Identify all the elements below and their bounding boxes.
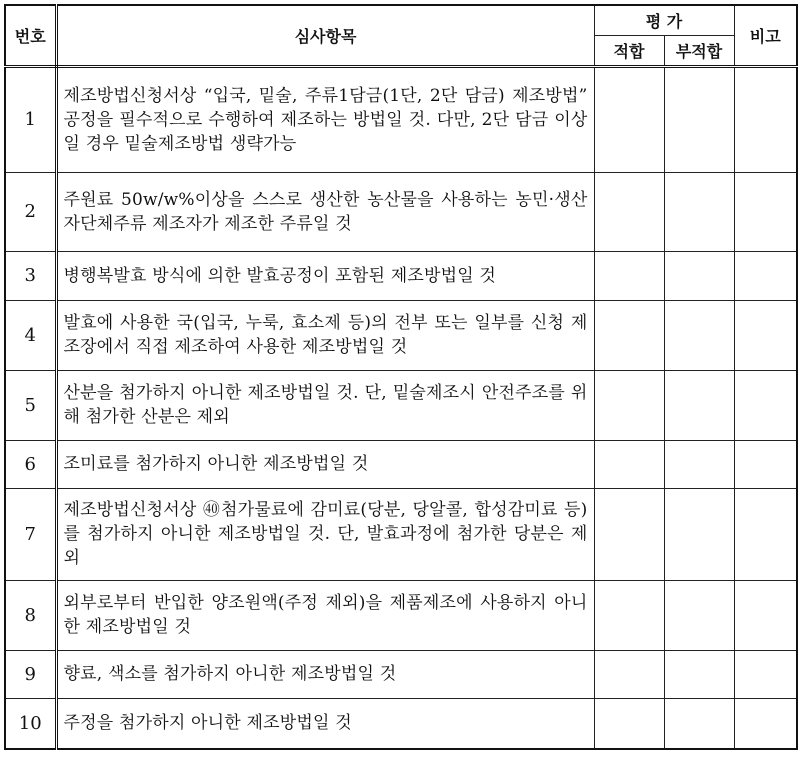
fail-check-cell[interactable] <box>664 698 734 749</box>
table-row <box>5 370 797 440</box>
fail-check-cell[interactable] <box>664 300 734 370</box>
fail-check-cell[interactable] <box>664 251 734 300</box>
note-cell[interactable] <box>734 488 797 580</box>
fail-check-cell[interactable] <box>664 370 734 440</box>
fail-check-cell[interactable] <box>664 580 734 650</box>
review-item-text: 주정을 첨가하지 아니한 제조방법일 것 <box>56 698 594 749</box>
review-item-text: 발효에 사용한 국(입국, 누룩, 효소제 등)의 전부 또는 일부를 신청 제조장에서 직접 제조하여 사용한 제조방법일 것 <box>56 300 594 370</box>
header-note: 비고 <box>734 5 797 66</box>
note-cell[interactable] <box>734 440 797 488</box>
pass-check-cell[interactable] <box>594 650 664 698</box>
review-item-text: 조미료를 첨가하지 아니한 제조방법일 것 <box>56 440 594 488</box>
pass-check-cell[interactable] <box>594 488 664 580</box>
pass-check-cell[interactable] <box>594 440 664 488</box>
fail-check-cell[interactable] <box>664 488 734 580</box>
row-number: 4 <box>5 300 56 370</box>
table-row <box>5 172 797 251</box>
pass-check-cell[interactable] <box>594 300 664 370</box>
header-number: 번호 <box>5 5 56 66</box>
pass-check-cell[interactable] <box>594 66 664 172</box>
table-body <box>5 66 797 749</box>
pass-check-cell[interactable] <box>594 370 664 440</box>
table-row <box>5 440 797 488</box>
pass-check-cell[interactable] <box>594 251 664 300</box>
note-cell[interactable] <box>734 172 797 251</box>
row-number: 10 <box>5 698 56 749</box>
table-row <box>5 251 797 300</box>
row-number: 6 <box>5 440 56 488</box>
note-cell[interactable] <box>734 300 797 370</box>
table-row <box>5 650 797 698</box>
pass-check-cell[interactable] <box>594 580 664 650</box>
row-number: 5 <box>5 370 56 440</box>
pass-check-cell[interactable] <box>594 698 664 749</box>
review-item-text: 향료, 색소를 첨가하지 아니한 제조방법일 것 <box>56 650 594 698</box>
table-row <box>5 580 797 650</box>
note-cell[interactable] <box>734 698 797 749</box>
table-header <box>5 5 797 66</box>
table-row <box>5 698 797 749</box>
fail-check-cell[interactable] <box>664 440 734 488</box>
table-row <box>5 488 797 580</box>
row-number: 2 <box>5 172 56 251</box>
fail-check-cell[interactable] <box>664 172 734 251</box>
note-cell[interactable] <box>734 251 797 300</box>
note-cell[interactable] <box>734 650 797 698</box>
note-cell[interactable] <box>734 580 797 650</box>
review-item-text: 병행복발효 방식에 의한 발효공정이 포함된 제조방법일 것 <box>56 251 594 300</box>
fail-check-cell[interactable] <box>664 66 734 172</box>
review-item-text: 주원료 50w/w%이상을 스스로 생산한 농산물을 사용하는 농민·생산자단체주류 제조자가 제조한 주류일 것 <box>56 172 594 251</box>
review-item-text: 산분을 첨가하지 아니한 제조방법일 것. 단, 밑술제조시 안전주조를 위해 첨가한 산분은 제외 <box>56 370 594 440</box>
header-evaluation: 평 가 <box>594 5 734 35</box>
review-item-text: 외부로부터 반입한 양조원액(주정 제외)을 제품제조에 사용하지 아니한 제조방법일 것 <box>56 580 594 650</box>
fail-check-cell[interactable] <box>664 650 734 698</box>
row-number: 3 <box>5 251 56 300</box>
review-item-text: 제조방법신청서상 “입국, 밑술, 주류1담금(1단, 2단 담금) 제조방법” 공정을 필수적으로 수행하여 제조하는 방법일 것. 다만, 2단 담금 이상일 경우 밑술제조방법 생략가능 <box>56 66 594 172</box>
header-review-item: 심사항목 <box>56 5 594 66</box>
row-number: 1 <box>5 66 56 172</box>
table-row <box>5 66 797 172</box>
note-cell[interactable] <box>734 370 797 440</box>
note-cell[interactable] <box>734 66 797 172</box>
row-number: 9 <box>5 650 56 698</box>
row-number: 7 <box>5 488 56 580</box>
review-item-text: 제조방법신청서상 ㊵첨가물료에 감미료(당분, 당알콜, 합성감미료 등)를 첨가하지 아니한 제조방법일 것. 단, 발효과정에 첨가한 당분은 제외 <box>56 488 594 580</box>
review-table <box>4 4 798 750</box>
pass-check-cell[interactable] <box>594 172 664 251</box>
header-fail: 부적합 <box>664 35 734 66</box>
table-row <box>5 300 797 370</box>
row-number: 8 <box>5 580 56 650</box>
header-pass: 적합 <box>594 35 664 66</box>
